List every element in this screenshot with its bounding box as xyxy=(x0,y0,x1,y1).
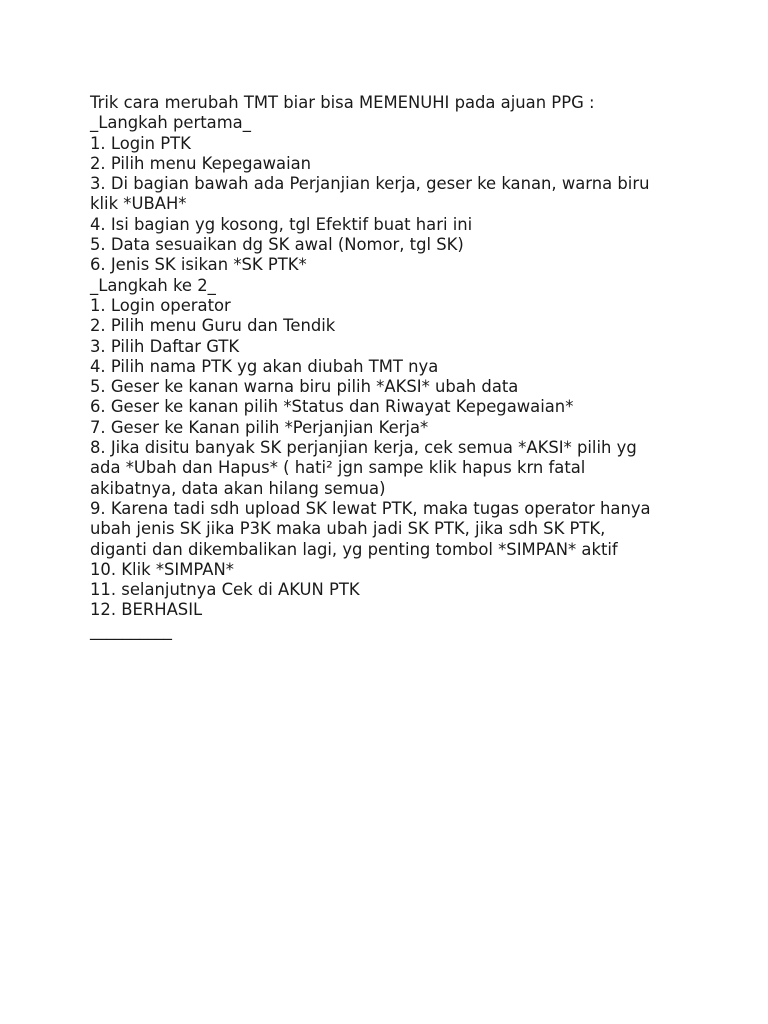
text-line: 2. Pilih menu Kepegawaian xyxy=(90,153,312,173)
text-line: akibatnya, data akan hilang semua) xyxy=(90,478,386,498)
text-line: 5. Geser ke kanan warna biru pilih *AKSI* ubah data xyxy=(90,377,519,397)
text-line: 12. BERHASIL xyxy=(90,600,203,620)
text-line: 1. Login operator xyxy=(90,295,231,315)
text-line: ubah jenis SK jika P3K maka ubah jadi SK PTK, jika sdh SK PTK, xyxy=(90,519,606,539)
text-line: 8. Jika disitu banyak SK perjanjian kerja, cek semua *AKSI* pilih yg xyxy=(90,438,637,458)
text-line: 5. Data sesuaikan dg SK awal (Nomor, tgl SK) xyxy=(90,235,464,255)
text-line: 2. Pilih menu Guru dan Tendik xyxy=(90,316,336,336)
document-title: Trik cara merubah TMT biar bisa MEMENUHI pada ajuan PPG : xyxy=(90,93,595,112)
text-line: 7. Geser ke Kanan pilih *Perjanjian Kerja* xyxy=(90,417,429,437)
separator-line: __________ xyxy=(90,620,172,640)
text-line: ada *Ubah dan Hapus* ( hati² jgn sampe klik hapus krn fatal xyxy=(90,458,586,478)
text-line: 10. Klik *SIMPAN* xyxy=(90,559,234,579)
text-line: 4. Isi bagian yg kosong, tgl Efektif buat hari ini xyxy=(90,214,473,234)
text-line: 4. Pilih nama PTK yg akan diubah TMT nya xyxy=(90,356,439,376)
section-heading-step-1: _Langkah pertama_ xyxy=(90,113,251,133)
text-line: 3. Di bagian bawah ada Perjanjian kerja, geser ke kanan, warna biru xyxy=(90,174,650,194)
section-heading-step-2: _Langkah ke 2_ xyxy=(90,275,216,295)
text-line: 11. selanjutnya Cek di AKUN PTK xyxy=(90,580,360,600)
document-body xyxy=(90,93,690,641)
text-line: diganti dan dikembalikan lagi, yg penting tombol *SIMPAN* aktif xyxy=(90,539,618,559)
text-line: 6. Jenis SK isikan *SK PTK* xyxy=(90,255,307,275)
text-line: 3. Pilih Daftar GTK xyxy=(90,336,240,356)
text-line: 6. Geser ke kanan pilih *Status dan Riwayat Kepegawaian* xyxy=(90,397,574,417)
text-line: klik *UBAH* xyxy=(90,194,187,214)
text-line: 9. Karena tadi sdh upload SK lewat PTK, maka tugas operator hanya xyxy=(90,498,651,518)
text-line: 1. Login PTK xyxy=(90,133,191,153)
